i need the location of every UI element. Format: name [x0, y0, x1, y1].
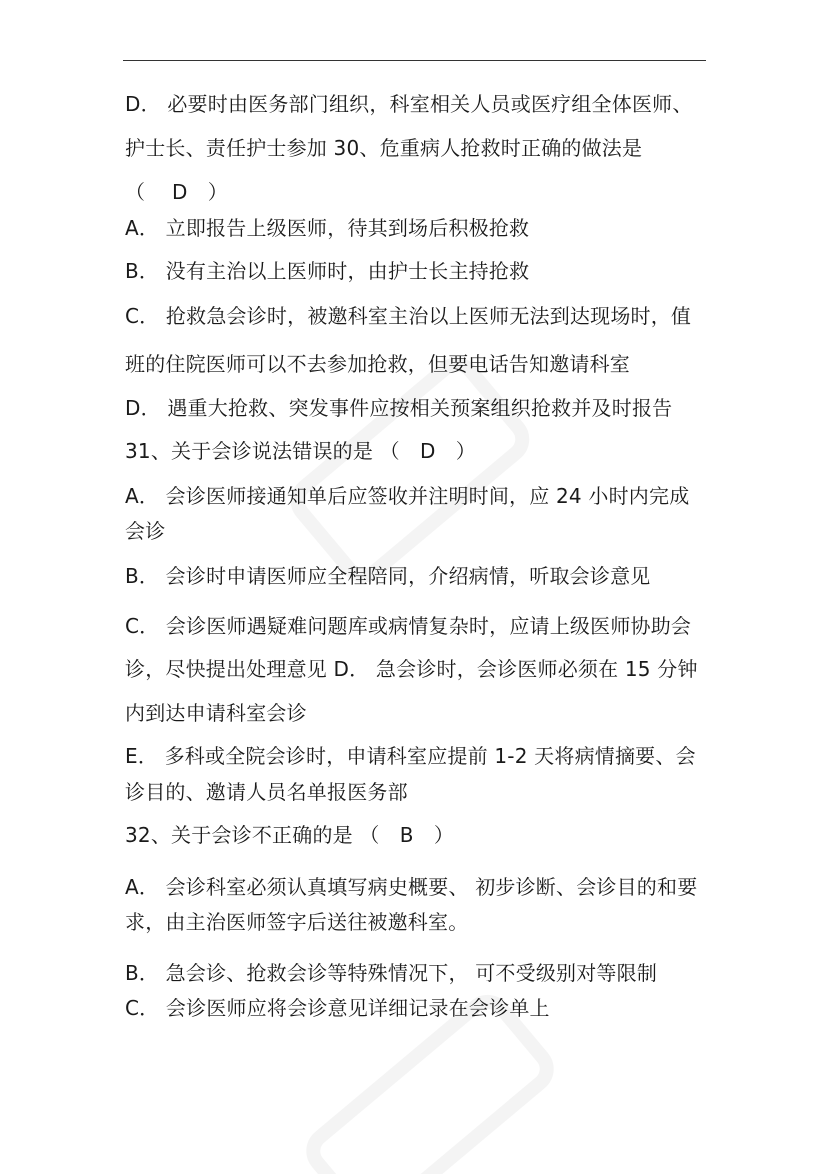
text-line: B． 会诊时申请医师应全程陪同，介绍病情，听取会诊意见	[125, 564, 651, 588]
text-line: 求，由主治医师签字后送往被邀科室。	[125, 910, 469, 934]
header-rule	[123, 60, 706, 61]
text-line: 32、关于会诊不正确的是 （ B ）	[125, 823, 455, 847]
text-line: 会诊	[125, 519, 166, 543]
text-line: C． 抢救急会诊时，被邀科室主治以上医师无法到达现场时，值	[125, 304, 692, 328]
text-line: D． 必要时由医务部门组织，科室相关人员或医疗组全体医师、	[125, 92, 693, 116]
text-line: 内到达申请科室会诊	[125, 701, 307, 725]
text-line: C． 会诊医师遇疑难问题库或病情复杂时，应请上级医师协助会	[125, 614, 692, 638]
text-line: E． 多科或全院会诊时，申请科室应提前 1-2 天将病情摘要、会	[125, 744, 696, 768]
text-line: B． 没有主治以上医师时，由护士长主持抢救	[125, 259, 530, 283]
text-line: 诊目的、邀请人员名单报医务部	[125, 780, 408, 804]
text-line: B． 急会诊、抢救会诊等特殊情况下， 可不受级别对等限制	[125, 961, 658, 985]
text-line: 诊，尽快提出处理意见 D． 急会诊时，会诊医师必须在 15 分钟	[125, 657, 698, 681]
text-line: A． 会诊医师接通知单后应签收并注明时间，应 24 小时内完成	[125, 484, 690, 508]
text-line: A． 立即报告上级医师，待其到场后积极抢救	[125, 216, 530, 240]
text-line: D． 遇重大抢救、突发事件应按相关预案组织抢救并及时报告	[125, 396, 673, 420]
text-line: 护士长、责任护士参加 30、危重病人抢救时正确的做法是	[125, 136, 643, 160]
text-line: 31、关于会诊说法错误的是 （ D ）	[125, 439, 477, 463]
text-line: C． 会诊医师应将会诊意见详细记录在会诊单上	[125, 996, 550, 1020]
text-line: 班的住院医师可以不去参加抢救，但要电话告知邀请科室	[125, 352, 630, 376]
text-line: （ D ）	[125, 180, 228, 204]
text-line: A． 会诊科室必须认真填写病史概要、 初步诊断、会诊目的和要	[125, 875, 698, 899]
